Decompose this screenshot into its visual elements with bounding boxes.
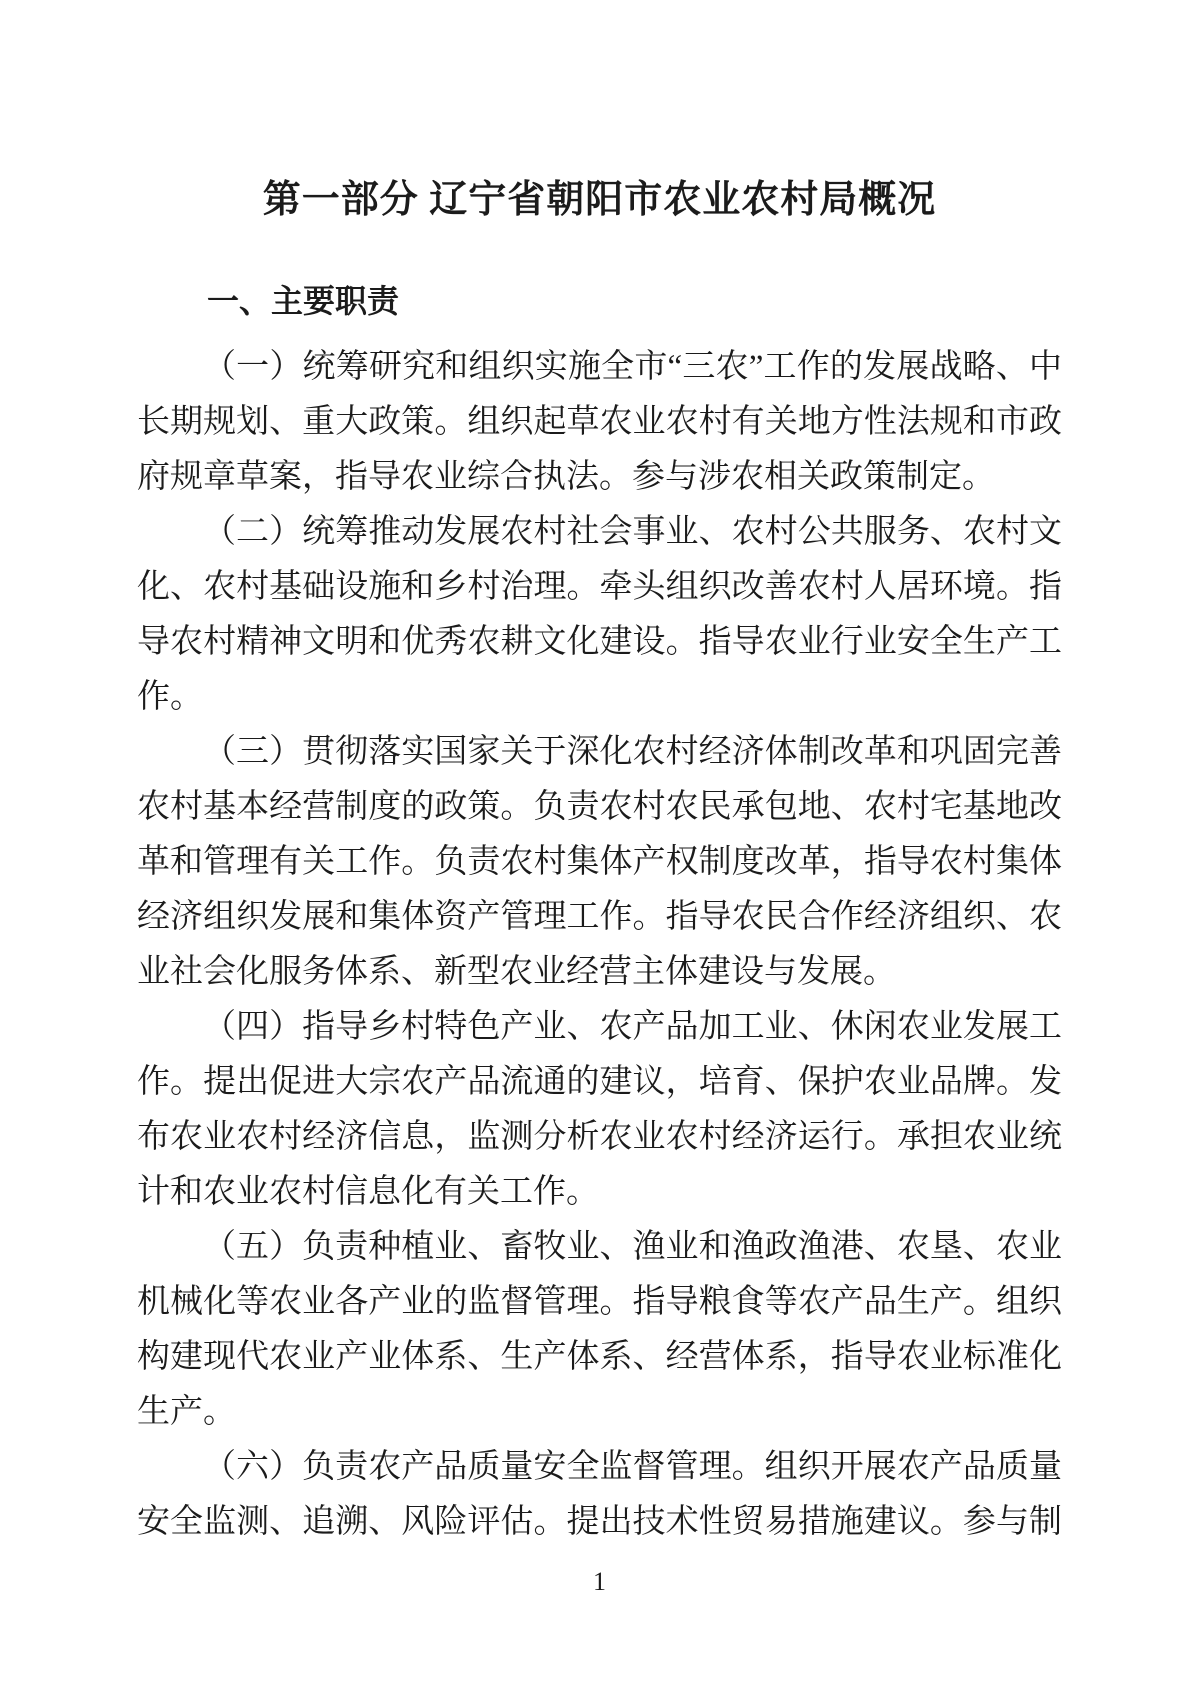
paragraph xyxy=(137,1440,1062,1550)
paragraph-line: 化、农村基础设施和乡村治理。牵头组织改善农村人居环境。指 xyxy=(137,569,1062,605)
section-heading: 一、主要职责 xyxy=(207,283,400,319)
paragraph-line: （四）指导乡村特色产业、农产品加工业、休闲农业发展工 xyxy=(203,1009,1062,1045)
paragraph-line: 导农村精神文明和优秀农耕文化建设。指导农业行业安全生产工 xyxy=(137,624,1062,660)
paragraph-line: 生产。 xyxy=(137,1394,236,1430)
paragraph xyxy=(137,725,1062,1000)
paragraph-line: 府规章草案，指导农业综合执法。参与涉农相关政策制定。 xyxy=(137,459,995,495)
paragraph-line: 机械化等农业各产业的监督管理。指导粮食等农产品生产。组织 xyxy=(137,1284,1062,1320)
paragraph-line: （三）贯彻落实国家关于深化农村经济体制改革和巩固完善 xyxy=(203,734,1062,770)
paragraph-line: （二）统筹推动发展农村社会事业、农村公共服务、农村文 xyxy=(203,514,1062,550)
paragraph-line: （五）负责种植业、畜牧业、渔业和渔政渔港、农垦、农业 xyxy=(203,1229,1062,1265)
paragraph-line: 长期规划、重大政策。组织起草农业农村有关地方性法规和市政 xyxy=(137,404,1062,440)
page-number: 1 xyxy=(593,1567,606,1596)
paragraph-line: 计和农业农村信息化有关工作。 xyxy=(137,1174,599,1210)
paragraph-line: 农村基本经营制度的政策。负责农村农民承包地、农村宅基地改 xyxy=(137,789,1062,825)
paragraph-line: 作。提出促进大宗农产品流通的建议，培育、保护农业品牌。发 xyxy=(137,1064,1062,1100)
paragraph-line: 业社会化服务体系、新型农业经营主体建设与发展。 xyxy=(137,954,896,990)
paragraph xyxy=(137,340,1062,505)
paragraph-line: 安全监测、追溯、风险评估。提出技术性贸易措施建议。参与制 xyxy=(137,1504,1062,1540)
paragraph xyxy=(137,505,1062,725)
paragraph xyxy=(137,1000,1062,1220)
paragraph-line: （一）统筹研究和组织实施全市“三农”工作的发展战略、中 xyxy=(203,349,1062,385)
document-body xyxy=(137,340,1062,1550)
paragraph-line: 作。 xyxy=(137,679,203,715)
paragraph-line: 革和管理有关工作。负责农村集体产权制度改革，指导农村集体 xyxy=(137,844,1062,880)
document-title: 第一部分 辽宁省朝阳市农业农村局概况 xyxy=(262,179,937,221)
paragraph-line: 经济组织发展和集体资产管理工作。指导农民合作经济组织、农 xyxy=(137,899,1062,935)
paragraph xyxy=(137,1220,1062,1440)
paragraph-line: （六）负责农产品质量安全监督管理。组织开展农产品质量 xyxy=(203,1449,1062,1485)
paragraph-line: 构建现代农业产业体系、生产体系、经营体系，指导农业标准化 xyxy=(137,1339,1062,1375)
paragraph-line: 布农业农村经济信息，监测分析农业农村经济运行。承担农业统 xyxy=(137,1119,1062,1155)
